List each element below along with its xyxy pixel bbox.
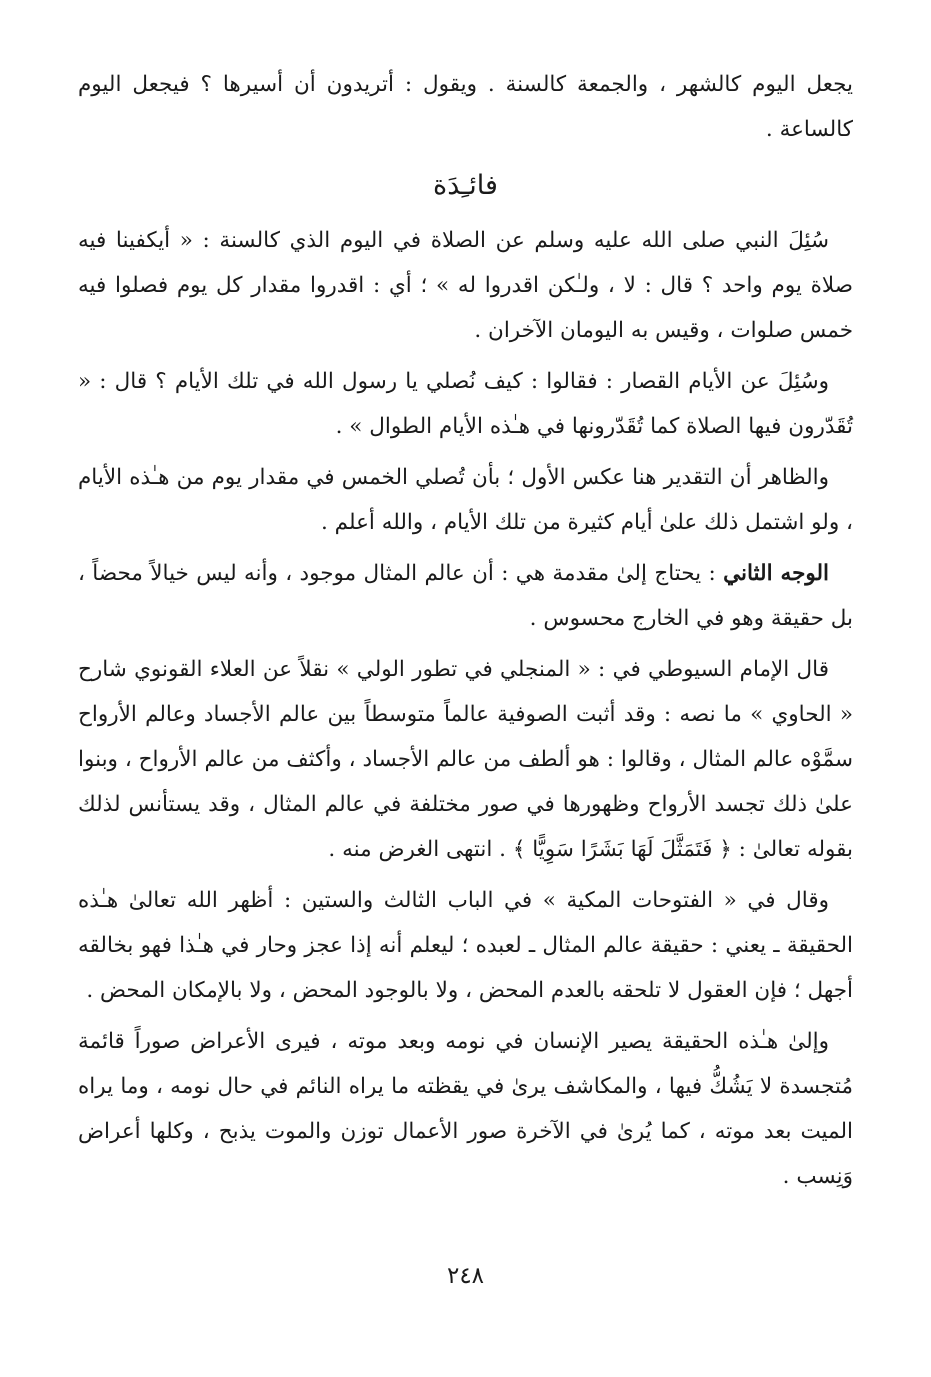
paragraph-4: [78, 551, 853, 641]
intro-paragraph: يجعل اليوم كالشهر ، والجمعة كالسنة . ويقول : أتريدون أن أسيرها ؟ فيجعل اليوم كالساعة .: [78, 72, 853, 142]
paragraph-6: وقال في « الفتوحات المكية » في الباب الثالث والستين : أظهر الله تعالىٰ هـٰذه الحقيقة ـ يعني : حقيقة عالم المثال ـ لعبده ؛ ليعلم أنه إذا عجز وحار في هـٰذا فهو بخالقه أجهل ؛ فإن العقول لا تلحقه بالعدم المحض ، ولا بالوجود المحض ، ولا بالإمكان المحض .: [78, 888, 853, 1003]
page-body: [78, 62, 853, 1205]
paragraph-7: وإلىٰ هـٰذه الحقيقة يصير الإنسان في نومه وبعد موته ، فيرى الأعراض صوراً قائمة مُتجسدة لا يَشُكُّ فيها ، والمكاشف يرىٰ في يقظته ما يراه النائم في حال نومه ، وما يراه الميت بعد موته ، كما يُرىٰ في الآخرة صور الأعمال توزن والموت يذبح ، وكلها أعراض وَنِسب .: [78, 1029, 853, 1189]
section-heading: فائـِدَة: [433, 170, 498, 201]
page-number: ٢٤٨: [446, 1263, 485, 1289]
paragraph-4-text: : يحتاج إلىٰ مقدمة هي : أن عالم المثال موجود ، وأنه ليس خيالاً محضاً ، بل حقيقة وهو في الخارج محسوس .: [78, 561, 853, 631]
paragraph-3: والظاهر أن التقدير هنا عكس الأول ؛ بأن تُصلي الخمس في مقدار يوم من هـٰذه الأيام ، ولو اشتمل ذلك علىٰ أيام كثيرة من تلك الأيام ، والله أعلم .: [78, 465, 853, 535]
paragraph-2: وسُئِلَ عن الأيام القصار : فقالوا : كيف نُصلي يا رسول الله في تلك الأيام ؟ قال : « تُقَدّرون فيها الصلاة كما تُقَدّرونها في هـٰذه الأيام الطوال » .: [78, 369, 853, 439]
paragraph-1: سُئِلَ النبي صلى الله عليه وسلم عن الصلاة في اليوم الذي كالسنة : « أيكفينا فيه صلاة يوم واحد ؟ قال : لا ، ولـٰكن اقدروا له » ؛ أي : اقدروا مقدار كل يوم فصلوا فيه خمس صلوات ، وقيس به اليومان الآخران .: [78, 228, 853, 343]
paragraph-4-lead: الوجه الثاني: [723, 561, 830, 586]
paragraph-5: قال الإمام السيوطي في : « المنجلي في تطور الولي » نقلاً عن العلاء القونوي شارح « الحاوي » ما نصه : وقد أثبت الصوفية عالماً متوسطاً بين عالم الأجساد وعالم الأرواح سمَّوْه عالم المثال ، وقالوا : هو ألطف من عالم الأجساد ، وأكثف من عالم الأرواح ، وبنوا علىٰ ذلك تجسد الأرواح وظهورها في صور مختلفة في عالم المثال ، وقد يستأنس لذلك بقوله تعالىٰ : ﴿ فَتَمَثَّلَ لَهَا بَشَرًا سَوِيًّا ﴾ . انتهى الغرض منه .: [78, 657, 853, 862]
